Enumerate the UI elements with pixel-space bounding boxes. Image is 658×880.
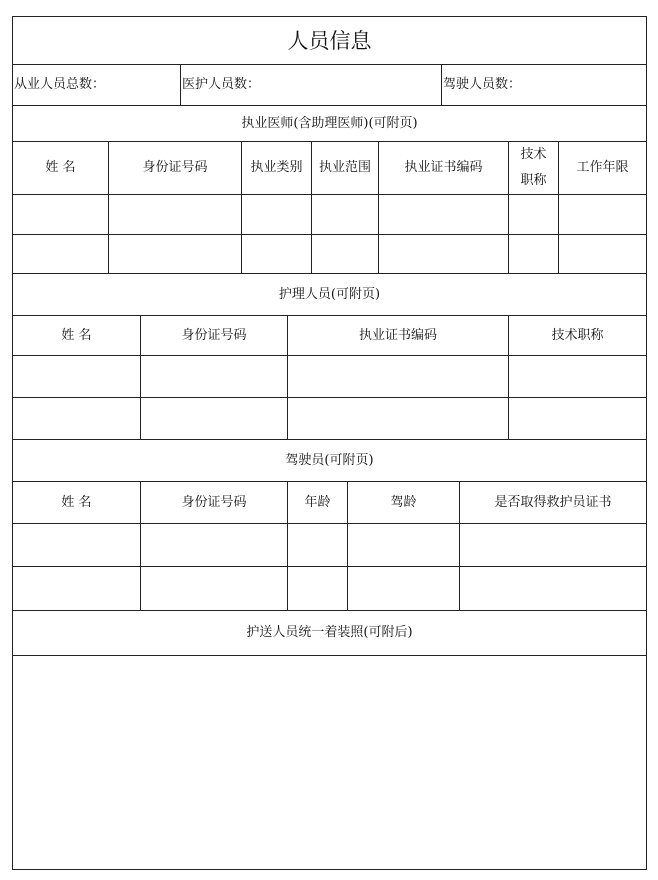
table-cell[interactable] <box>312 195 379 234</box>
col-years-of-work: 工作年限 <box>576 160 629 175</box>
nurses-section-header <box>13 274 646 316</box>
col-technical-title <box>509 142 559 194</box>
table-cell[interactable] <box>242 195 312 234</box>
personnel-info-form <box>12 16 647 870</box>
table-cell[interactable] <box>460 567 646 610</box>
nurses-columns-row <box>13 316 646 356</box>
table-cell[interactable] <box>460 524 646 566</box>
table-row <box>13 567 646 611</box>
table-cell[interactable] <box>288 356 509 397</box>
photo-attachment-area[interactable] <box>13 656 646 869</box>
drivers-count-field[interactable]: 驾驶人员数： <box>443 77 522 92</box>
col-technical-title-line1: 技术 <box>520 147 547 162</box>
table-cell[interactable] <box>312 235 379 273</box>
col-name: 姓 名 <box>13 142 109 194</box>
table-cell[interactable] <box>13 195 109 234</box>
col-id-number: 身份证号码 <box>109 142 242 194</box>
table-cell[interactable] <box>141 398 288 439</box>
col-license-number: 执业证书编码 <box>379 142 509 194</box>
table-cell[interactable] <box>288 398 509 439</box>
col-age: 年龄 <box>288 482 348 523</box>
doctors-section-header <box>13 106 646 142</box>
col-practice-category: 执业类别 <box>242 142 312 194</box>
table-cell[interactable] <box>141 567 288 610</box>
col-technical-title: 技术职称 <box>551 327 604 343</box>
table-cell[interactable] <box>242 235 312 273</box>
table-cell[interactable] <box>379 235 509 273</box>
table-row <box>13 235 646 274</box>
table-cell[interactable] <box>509 398 646 439</box>
table-cell[interactable] <box>559 235 646 273</box>
doctors-header-text: 执业医师(含助理医师)(可附页) <box>241 115 418 131</box>
table-row <box>13 524 646 567</box>
table-row <box>13 398 646 440</box>
table-cell[interactable] <box>509 356 646 397</box>
form-title-row <box>13 17 646 65</box>
table-cell[interactable] <box>13 567 141 610</box>
table-cell[interactable] <box>13 398 141 439</box>
col-name: 姓 名 <box>13 482 141 523</box>
table-cell[interactable] <box>379 195 509 234</box>
table-cell[interactable] <box>509 235 559 273</box>
col-rescuer-certificate: 是否取得救护员证书 <box>494 494 612 510</box>
col-id-number: 身份证号码 <box>141 316 288 355</box>
col-license-number: 执业证书编码 <box>288 316 509 355</box>
col-id-number: 身份证号码 <box>141 482 288 523</box>
staff-total-field[interactable]: 从业人员总数： <box>13 65 181 105</box>
table-cell[interactable] <box>109 235 242 273</box>
col-driving-years: 驾龄 <box>348 482 460 523</box>
drivers-section-header <box>13 440 646 482</box>
medical-staff-field[interactable]: 医护人员数： <box>181 65 442 105</box>
table-cell[interactable] <box>509 195 559 234</box>
table-cell[interactable] <box>13 356 141 397</box>
table-cell[interactable] <box>348 524 460 566</box>
table-row <box>13 356 646 398</box>
photo-section-header <box>13 611 646 656</box>
table-cell[interactable] <box>13 524 141 566</box>
table-cell[interactable] <box>348 567 460 610</box>
table-row <box>13 195 646 235</box>
nurses-header-text: 护理人员(可附页) <box>278 286 381 302</box>
table-cell[interactable] <box>559 195 646 234</box>
table-cell[interactable] <box>13 235 109 273</box>
table-cell[interactable] <box>288 524 348 566</box>
drivers-header-text: 驾驶员(可附页) <box>285 452 374 468</box>
table-cell[interactable] <box>109 195 242 234</box>
table-cell[interactable] <box>141 524 288 566</box>
photo-header-text: 护送人员统一着装照(可附后) <box>246 625 413 640</box>
drivers-columns-row <box>13 482 646 524</box>
doctors-columns-row <box>13 142 646 195</box>
form-title: 人员信息 <box>287 28 372 53</box>
col-practice-scope: 执业范围 <box>312 142 379 194</box>
table-cell[interactable] <box>141 356 288 397</box>
table-cell[interactable] <box>288 567 348 610</box>
col-name: 姓 名 <box>13 316 141 355</box>
counts-row <box>13 65 646 106</box>
col-technical-title-line2: 职称 <box>520 173 547 188</box>
